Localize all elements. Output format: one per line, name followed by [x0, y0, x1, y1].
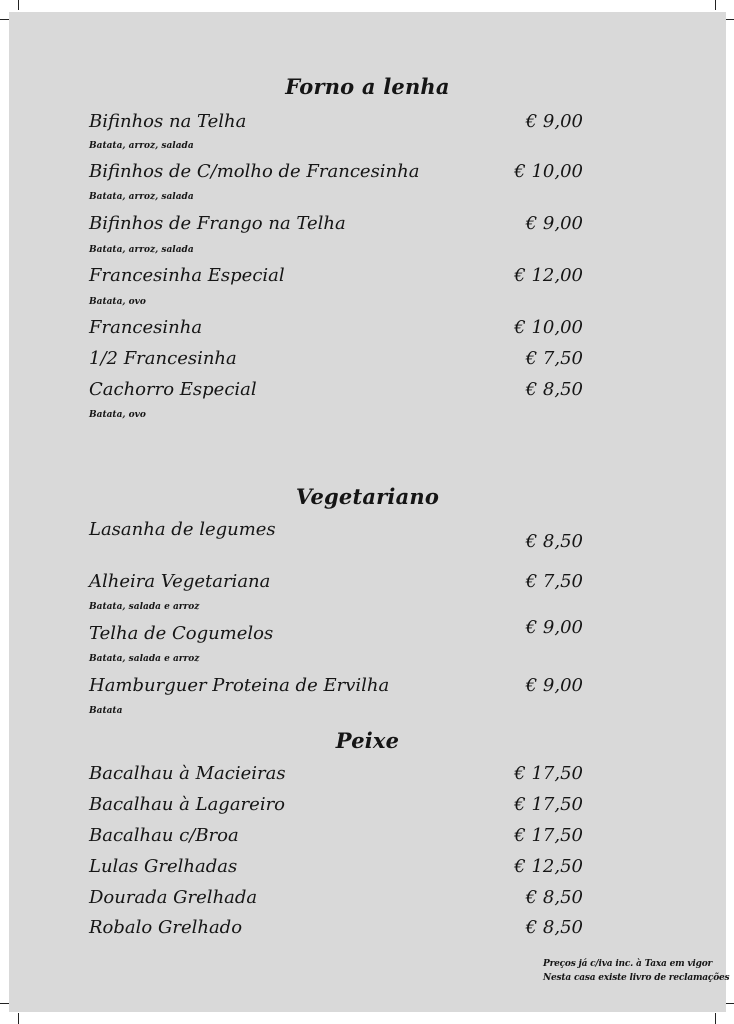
- menu-item-price: € 10,00: [514, 161, 583, 182]
- menu-item-name: Dourada Grelhada: [89, 887, 258, 908]
- footer-complaints-note: Nesta casa existe livro de reclamações: [543, 973, 730, 983]
- crop-mark: [18, 0, 19, 10]
- crop-mark: [715, 1013, 716, 1024]
- menu-item-description: Batata, arroz, salada: [89, 245, 194, 255]
- menu-item-name: Bifinhos de Frango na Telha: [89, 213, 346, 234]
- menu-item-price: € 9,00: [525, 617, 583, 638]
- menu-item-name: Telha de Cogumelos: [89, 623, 274, 644]
- menu-item-name: Robalo Grelhado: [89, 917, 243, 938]
- menu-item-name: Lulas Grelhadas: [89, 856, 238, 877]
- crop-mark: [0, 1003, 9, 1004]
- menu-item-price: € 8,50: [525, 887, 583, 908]
- menu-item-name: Bacalhau à Macieiras: [89, 763, 286, 784]
- menu-item-price: € 12,50: [514, 856, 583, 877]
- menu-item-description: Batata: [89, 706, 123, 716]
- menu-item-name: Cachorro Especial: [89, 379, 257, 400]
- menu-item-price: € 17,50: [514, 763, 583, 784]
- menu-item-price: € 8,50: [525, 917, 583, 938]
- crop-mark: [18, 1013, 19, 1024]
- menu-item-price: € 17,50: [514, 825, 583, 846]
- menu-item-name: Francesinha Especial: [89, 265, 285, 286]
- menu-item-description: Batata, ovo: [89, 410, 146, 420]
- menu-item-price: € 8,50: [525, 531, 583, 552]
- menu-item-description: Batata, arroz, salada: [89, 141, 194, 151]
- menu-item-name: Bifinhos na Telha: [89, 111, 247, 132]
- crop-mark: [726, 19, 734, 20]
- menu-item-name: Hamburguer Proteina de Ervilha: [89, 675, 390, 696]
- menu-item-name: Francesinha: [89, 317, 203, 338]
- menu-item-price: € 8,50: [525, 379, 583, 400]
- section-title-forno-a-lenha: Forno a lenha: [285, 74, 450, 99]
- crop-mark: [715, 0, 716, 10]
- menu-item-description: Batata, salada e arroz: [89, 602, 200, 612]
- menu-item-price: € 17,50: [514, 794, 583, 815]
- menu-item-name: Lasanha de legumes: [89, 519, 276, 540]
- menu-item-price: € 7,50: [525, 571, 583, 592]
- menu-item-price: € 9,00: [525, 675, 583, 696]
- menu-page: [9, 12, 730, 1012]
- menu-item-price: € 10,00: [514, 317, 583, 338]
- menu-item-name: Bacalhau c/Broa: [89, 825, 239, 846]
- section-title-peixe: Peixe: [335, 728, 400, 753]
- crop-mark: [0, 19, 9, 20]
- crop-mark: [726, 1003, 734, 1004]
- menu-item-description: Batata, arroz, salada: [89, 192, 194, 202]
- menu-item-name: 1/2 Francesinha: [89, 348, 237, 369]
- menu-item-name: Bacalhau à Lagareiro: [89, 794, 286, 815]
- menu-item-price: € 9,00: [525, 111, 583, 132]
- menu-item-price: € 12,00: [514, 265, 583, 286]
- menu-item-description: Batata, ovo: [89, 297, 146, 307]
- section-title-vegetariano: Vegetariano: [295, 484, 440, 509]
- menu-item-name: Bifinhos de C/molho de Francesinha: [89, 161, 420, 182]
- footer-vat-note: Preços já c/iva inc. à Taxa em vigor: [543, 959, 713, 969]
- menu-item-price: € 7,50: [525, 348, 583, 369]
- menu-item-name: Alheira Vegetariana: [89, 571, 271, 592]
- menu-item-description: Batata, salada e arroz: [89, 654, 200, 664]
- menu-item-price: € 9,00: [525, 213, 583, 234]
